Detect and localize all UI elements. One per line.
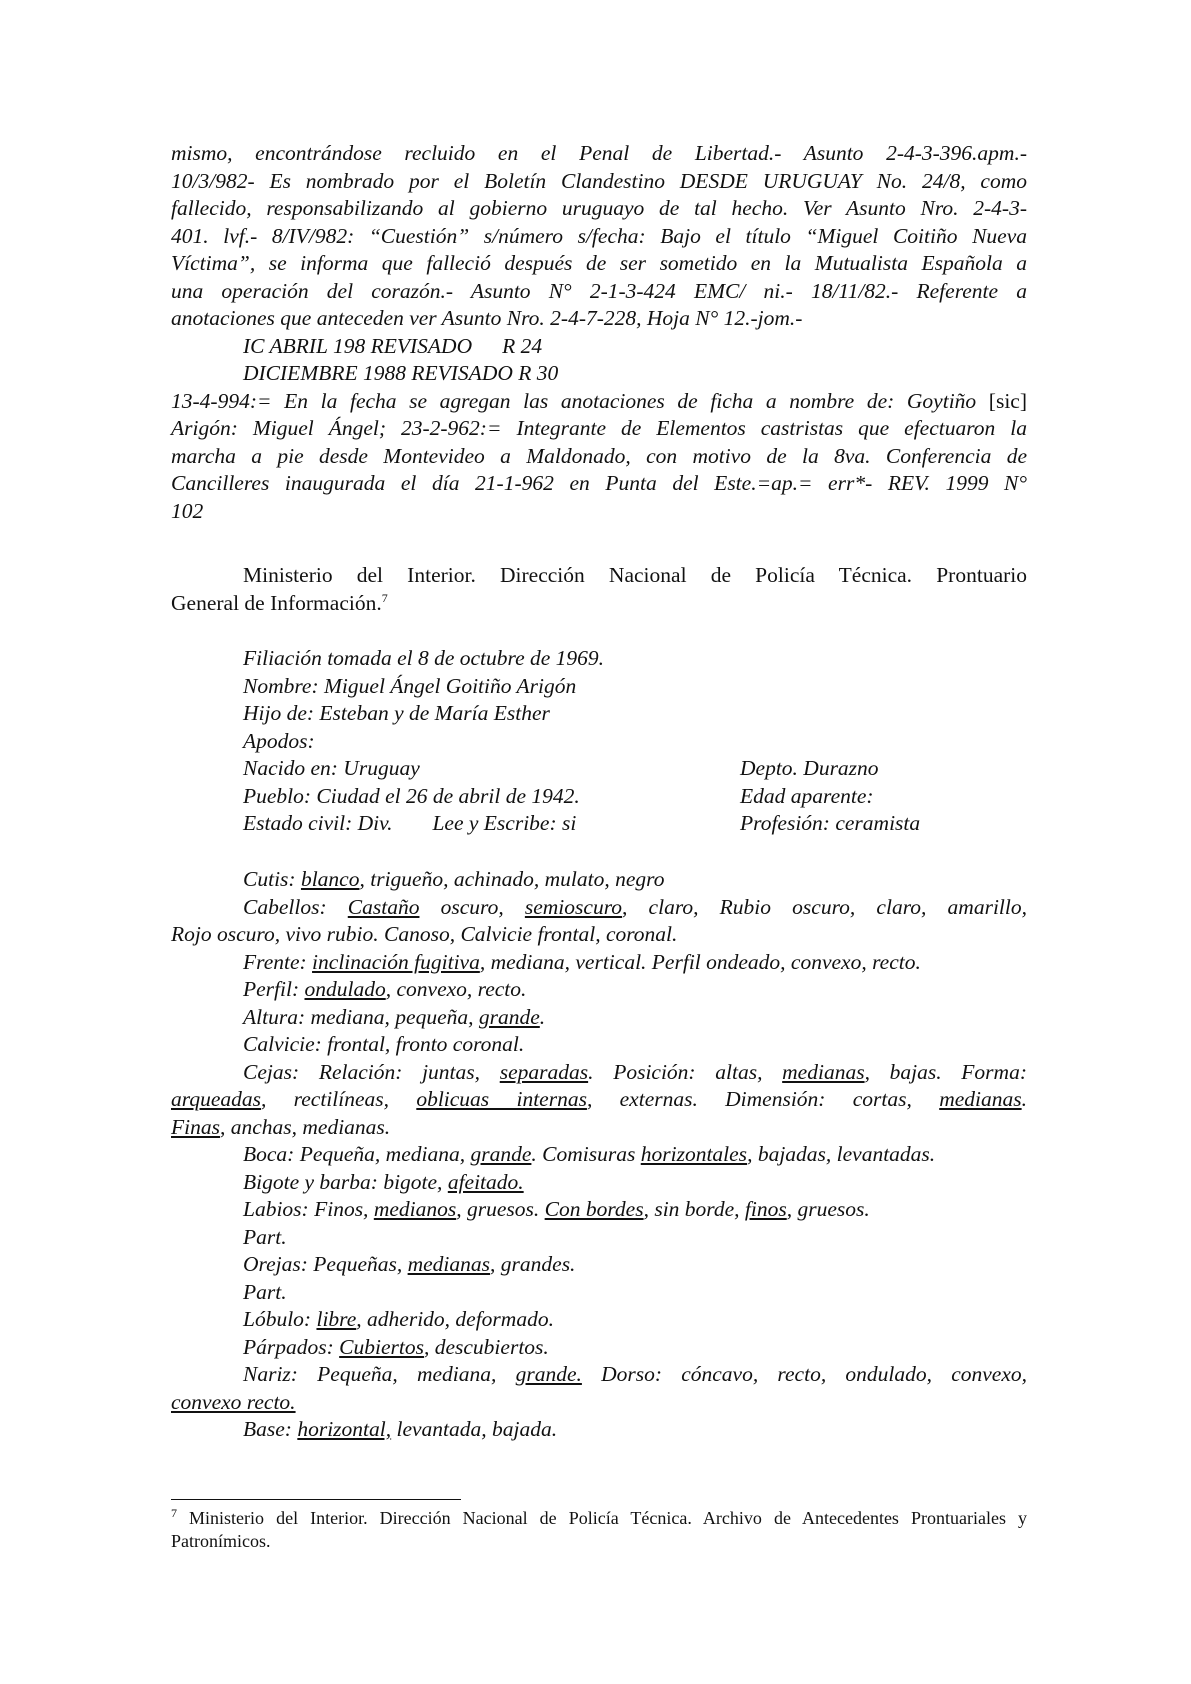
feature-nariz-cont: convexo recto. — [171, 1389, 296, 1414]
record-line: 13-4-994:= En la fecha se agregan las anotaciones de ficha a nombre de: Goytiño [sic] — [171, 388, 1027, 413]
record-line: 10/3/982- Es nombrado por el Boletín Clandestino DESDE URUGUAY No. 24/8, como — [171, 168, 1027, 193]
record-line: 102 — [171, 498, 204, 523]
record-annotations — [171, 140, 1027, 525]
record-line: Arigón: Miguel Ángel; 23-2-962:= Integrante de Elementos castristas que efectuaron la — [171, 416, 1027, 440]
filiacion-apparent-age: Edad aparente: — [740, 783, 874, 808]
filiacion-town: Pueblo: Ciudad el 26 de abril de 1942. — [243, 783, 580, 808]
footnote-ref: 7 — [381, 590, 388, 605]
filiacion-name: Nombre: Miguel Ángel Goitiño Arigón — [243, 673, 577, 698]
record-line: marcha a pie desde Montevideo a Maldonado, con motivo de la 8va. Conferencia de — [171, 443, 1027, 468]
filiacion-date: Filiación tomada el 8 de octubre de 1969. — [243, 646, 605, 670]
revision-line: DICIEMBRE 1988 REVISADO R 30 — [243, 361, 559, 385]
feature-boca: Boca: Pequeña, mediana, grande. Comisuras horizontales, bajadas, levantadas. — [243, 1142, 936, 1166]
feature-perfil: Perfil: ondulado, convexo, recto. — [243, 977, 527, 1001]
feature-cejas-cont: arqueadas, rectilíneas, oblicuas internas, externas. Dimensión: cortas, medianas. — [171, 1087, 1027, 1111]
feature-orejas: Orejas: Pequeñas, medianas, grandes. — [243, 1252, 576, 1276]
footnote — [171, 1507, 1027, 1553]
record-line: Víctima”, se informa que falleció después de ser sometido en la Mutualista Española a — [171, 251, 1027, 275]
feature-cutis: Cutis: blanco, trigueño, achinado, mulato, negro — [243, 867, 665, 891]
record-line: 401. lvf.- 8/IV/982: “Cuestión” s/número s/fecha: Bajo el título “Miguel Coitiño Nueva — [171, 223, 1027, 248]
filiacion-profession: Profesión: ceramista — [740, 811, 921, 835]
footnote-text: Ministerio del Interior. Dirección Nacional de Policía Técnica. Archivo de Antecedentes Prontuariales y Patronímicos. — [171, 1508, 1027, 1551]
physical-features — [171, 866, 1027, 1444]
sic-mark: [sic] — [988, 388, 1027, 413]
record-line: fallecido, responsabilizando al gobierno uruguayo de tal hecho. Ver Asunto Nro. 2-4-3- — [171, 196, 1027, 220]
filiacion-parents: Hijo de: Esteban y de María Esther — [243, 701, 550, 725]
ministry-paragraph — [171, 562, 1027, 617]
footnote-number: 7 — [171, 1506, 177, 1520]
record-line: Cancilleres inaugurada el día 21-1-962 en Punta del Este.=ap.= err*- REV. 1999 N° — [171, 471, 1027, 495]
record-line: mismo, encontrándose recluido en el Penal de Libertad.- Asunto 2-4-3-396.apm.- — [171, 141, 1027, 165]
feature-lobulo: Lóbulo: libre, adherido, deformado. — [243, 1307, 554, 1331]
filiacion-nicknames: Apodos: — [243, 728, 315, 753]
feature-base: Base: horizontal, levantada, bajada. — [243, 1417, 558, 1441]
revision-line: IC ABRIL 198 REVISADO R 24 — [243, 333, 543, 358]
feature-cabellos-cont: Rojo oscuro, vivo rubio. Canoso, Calvicie frontal, coronal. — [171, 922, 678, 946]
feature-calvicie: Calvicie: frontal, fronto coronal. — [243, 1032, 525, 1056]
filiacion-department: Depto. Durazno — [740, 756, 879, 780]
feature-cejas: Cejas: Relación: juntas, separadas. Posición: altas, medianas, bajas. Forma: — [243, 1059, 1027, 1084]
feature-cabellos: Cabellos: Castaño oscuro, semioscuro, claro, Rubio oscuro, claro, amarillo, — [243, 894, 1027, 919]
feature-bigote: Bigote y barba: bigote, afeitado. — [243, 1169, 524, 1194]
feature-nariz: Nariz: Pequeña, mediana, grande. Dorso: cóncavo, recto, ondulado, convexo, — [243, 1362, 1027, 1386]
feature-cejas-cont: Finas, anchas, medianas. — [171, 1114, 391, 1139]
feature-frente: Frente: inclinación fugitiva, mediana, vertical. Perfil ondeado, convexo, recto. — [243, 949, 921, 974]
record-line: anotaciones que anteceden ver Asunto Nro. 2-4-7-228, Hoja N° 12.-jom.- — [171, 306, 803, 330]
footnote-separator — [171, 1499, 461, 1500]
filiacion-civil-status: Estado civil: Div. — [243, 811, 393, 835]
filiacion-block — [243, 645, 1027, 838]
filiacion-birthplace: Nacido en: Uruguay — [243, 756, 420, 780]
feature-altura: Altura: mediana, pequeña, grande. — [243, 1004, 546, 1029]
feature-parpados: Párpados: Cubiertos, descubiertos. — [243, 1334, 549, 1359]
feature-part: Part. — [243, 1279, 287, 1304]
record-line: una operación del corazón.- Asunto N° 2-1-3-424 EMC/ ni.- 18/11/82.- Referente a — [171, 278, 1027, 303]
feature-labios: Labios: Finos, medianos, gruesos. Con bordes, sin borde, finos, gruesos. — [243, 1197, 870, 1221]
ministry-line: Ministerio del Interior. Dirección Nacional de Policía Técnica. Prontuario — [243, 563, 1027, 587]
ministry-line: General de Información.$^7$ — [171, 590, 388, 615]
filiacion-literacy: Lee y Escribe: si — [432, 811, 577, 835]
feature-part: Part. — [243, 1224, 287, 1249]
